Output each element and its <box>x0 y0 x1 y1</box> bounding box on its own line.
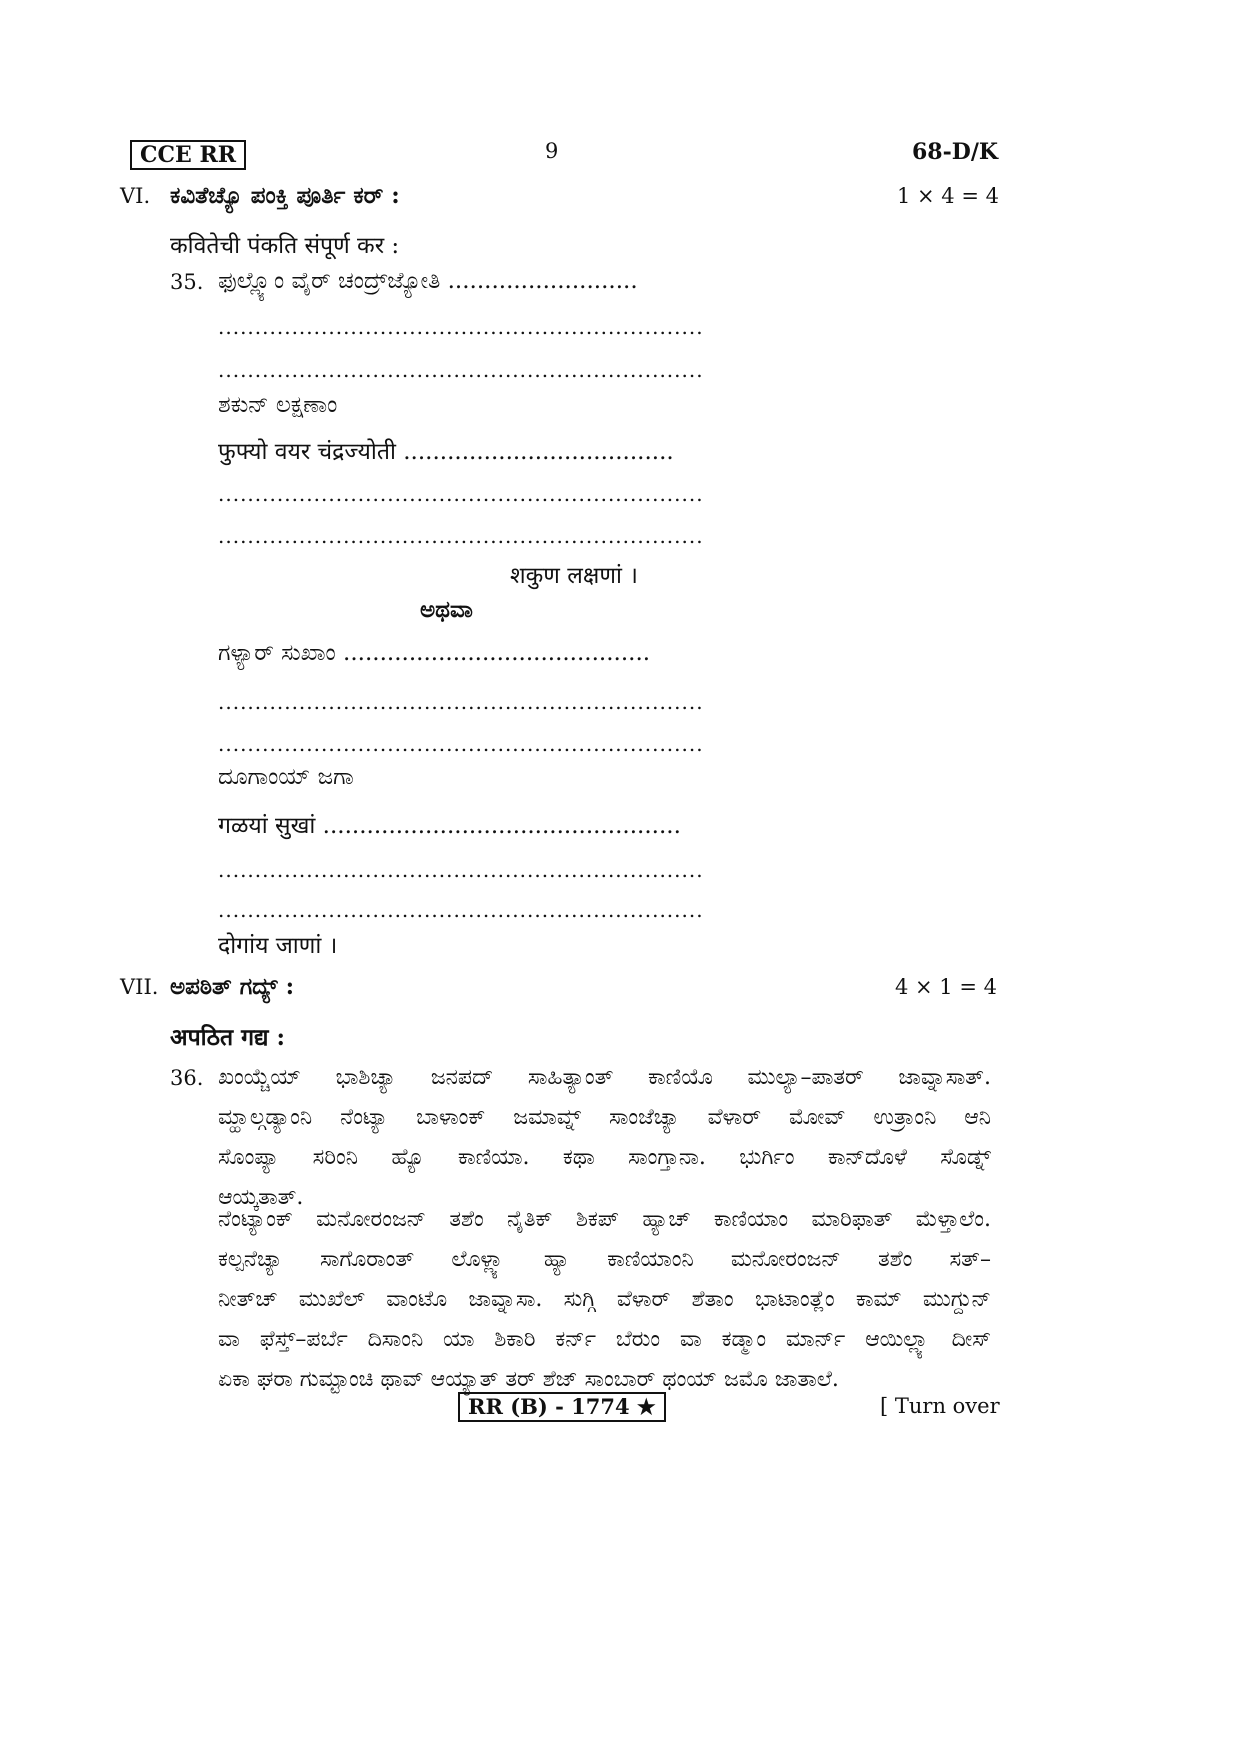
passage-line: ಮ್ಹಾಲ್ಗಡ್ಯಾಂನಿ ನೆಂಟ್ಯಾ ಬಾಳಾಂಕ್ ಜಮಾವ್ನ್ ಸಾಂಜೆಚ್ಯಾ ವೆಳಾರ್ ಮೋವ್ ಉತ್ರಾಂನಿ ಆನಿ <box>218 1105 991 1130</box>
or-label: ಅಥವಾ <box>420 596 473 623</box>
blank-line: .................................................................. <box>218 732 704 756</box>
passage-line: ಕಲ್ಪನೆಚ್ಯಾ ಸಾಗೊರಾಂತ್ ಲೊಳ್ಲ್ಯಾ ಹ್ಯಾ ಕಾಣಿಯಾಂನಿ ಮನೋರಂಜನ್ ತಶೆಂ ಸತ್– <box>218 1247 991 1272</box>
blank-line: .................................................................. <box>218 858 704 882</box>
passage-line: ಆಯ್ಕತಾತ್. <box>218 1185 304 1210</box>
section-vii-roman: VII. <box>120 975 159 999</box>
poem-line-devanagari: फुफ्यो वयर चंद्रज्योती ..................................... <box>218 439 674 465</box>
section-vi-title-kannada: ಕವಿತೆಚ್ಯೊ ಪಂಕ್ತಿ ಪೂರ್ತಿ ಕರ್ : <box>170 182 400 209</box>
blank-line: .................................................................. <box>218 315 704 339</box>
section-vii-marks: 4 × 1 = 4 <box>895 975 997 999</box>
blank-line: .................................................................. <box>218 358 704 382</box>
passage-line: ನೀತ್‌ಚ್ ಮುಖೆಲ್ ವಾಂಟೊ ಜಾವ್ನಾಸಾ. ಸುಗ್ಗಿ ವೆಳಾರ್ ಶೆತಾಂ ಭಾಟಾಂತ್ಲೆಂ ಕಾಮ್ ಮುಗ್ದುನ್ <box>218 1287 991 1312</box>
blank-line: .................................................................. <box>218 690 704 714</box>
passage-line: ವಾ ಫೆಸ್ತ್–ಪರ್ಬೆ ದಿಸಾಂನಿ ಯಾ ಶಿಕಾರಿ ಕರ್ನ್ ಬೆರುಂ ವಾ ಕಡ್ಮಾಂ ಮಾರ್ನ್ ಆಯಿಲ್ಲ್ಯಾ ದೀಸ್ <box>218 1327 991 1352</box>
passage-line: ಏಕಾ ಘರಾ ಗುಮ್ಟಾಂಚಿ ಥಾವ್ ಆಯ್ಯಾತ್ ತರ್ ಶೆಜ್ ಸಾಂಬಾರ್ ಥಂಯ್ ಜಮೊ ಜಾತಾಲೆ. <box>218 1367 839 1392</box>
blank-line: .................................................................. <box>218 898 704 922</box>
page-number: 9 <box>545 139 559 163</box>
passage-line: ಸೊಂಪ್ಯಾ ಸರಿಂನಿ ಹ್ಯೊ ಕಾಣಿಯಾ. ಕಥಾ ಸಾಂಗ್ತಾನಾ. ಭುರ್ಗಿಂ ಕಾನ್‌ದೊಳೆ ಸೊಡ್ನ್ <box>218 1145 991 1170</box>
poem-line-shakun: ಶಕುನ್ ಲಕ್ಷಣಾಂ <box>218 392 338 418</box>
alt-poem-line-1: ಗಳ್ಯಾರ್ ಸುಖಾಂ .......................................... <box>218 640 651 666</box>
section-vi-marks: 1 × 4 = 4 <box>897 184 999 208</box>
alt-poem-line-doogaany: ದೂಗಾಂಯ್ ಜಗಾ <box>218 764 354 790</box>
turn-over-note: [ Turn over <box>880 1394 1000 1418</box>
poem-line-shakun-devanagari: शकुण लक्षणां । <box>510 563 638 589</box>
section-vii-title-devanagari: अपठित गद्य : <box>170 1024 286 1051</box>
passage-line: ಖಂಯ್ಚೆಯ್ ಭಾಶಿಚ್ಯಾ ಜನಪದ್ ಸಾಹಿತ್ಯಾಂತ್ ಕಾಣಿಯೊ ಮುಲ್ಯಾ–ಪಾತರ್ ಜಾವ್ನಾಸಾತ್. <box>218 1065 991 1090</box>
blank-line: .................................................................. <box>218 524 704 548</box>
passage-paragraph-2 <box>218 1200 991 1400</box>
blank-line: .................................................................. <box>218 482 704 506</box>
question-35-number: 35. <box>170 270 204 294</box>
alt-poem-line-devanagari: गळयां सुखां ................................................. <box>218 813 681 839</box>
alt-poem-line-dogaany: दोगांय जाणां । <box>218 933 338 959</box>
section-vi-title-devanagari: कवितेची पंकति संपूर्ण कर : <box>170 233 400 259</box>
section-vii-title-kannada: ಅಪಠಿತ್ ಗದ್ಯ್ : <box>170 973 295 1000</box>
passage-line: ನೆಂಟ್ಯಾಂಕ್ ಮನೋರಂಜನ್ ತಶೆಂ ನೈತಿಕ್ ಶಿಕಪ್ ಹ್ಯಾಚ್ ಕಾಣಿಯಾಂ ಮಾರಿಫಾತ್ ಮೆಳ್ತಾಲೆಂ. <box>218 1207 991 1232</box>
passage-paragraph-1 <box>218 1058 991 1218</box>
header-code-box: CCE RR <box>130 140 246 170</box>
poem-line-1: ಫುಲ್ಲ್ಯೊಂ ವೈರ್ ಚಂದ್ರ್‌ಜ್ಯೋತಿ .......................... <box>218 268 638 294</box>
section-vi-roman: VI. <box>120 184 151 208</box>
question-36-number: 36. <box>170 1066 204 1090</box>
paper-code: 68-D/K <box>912 139 998 165</box>
footer-code-box: RR (B) - 1774 ★ <box>458 1392 666 1422</box>
